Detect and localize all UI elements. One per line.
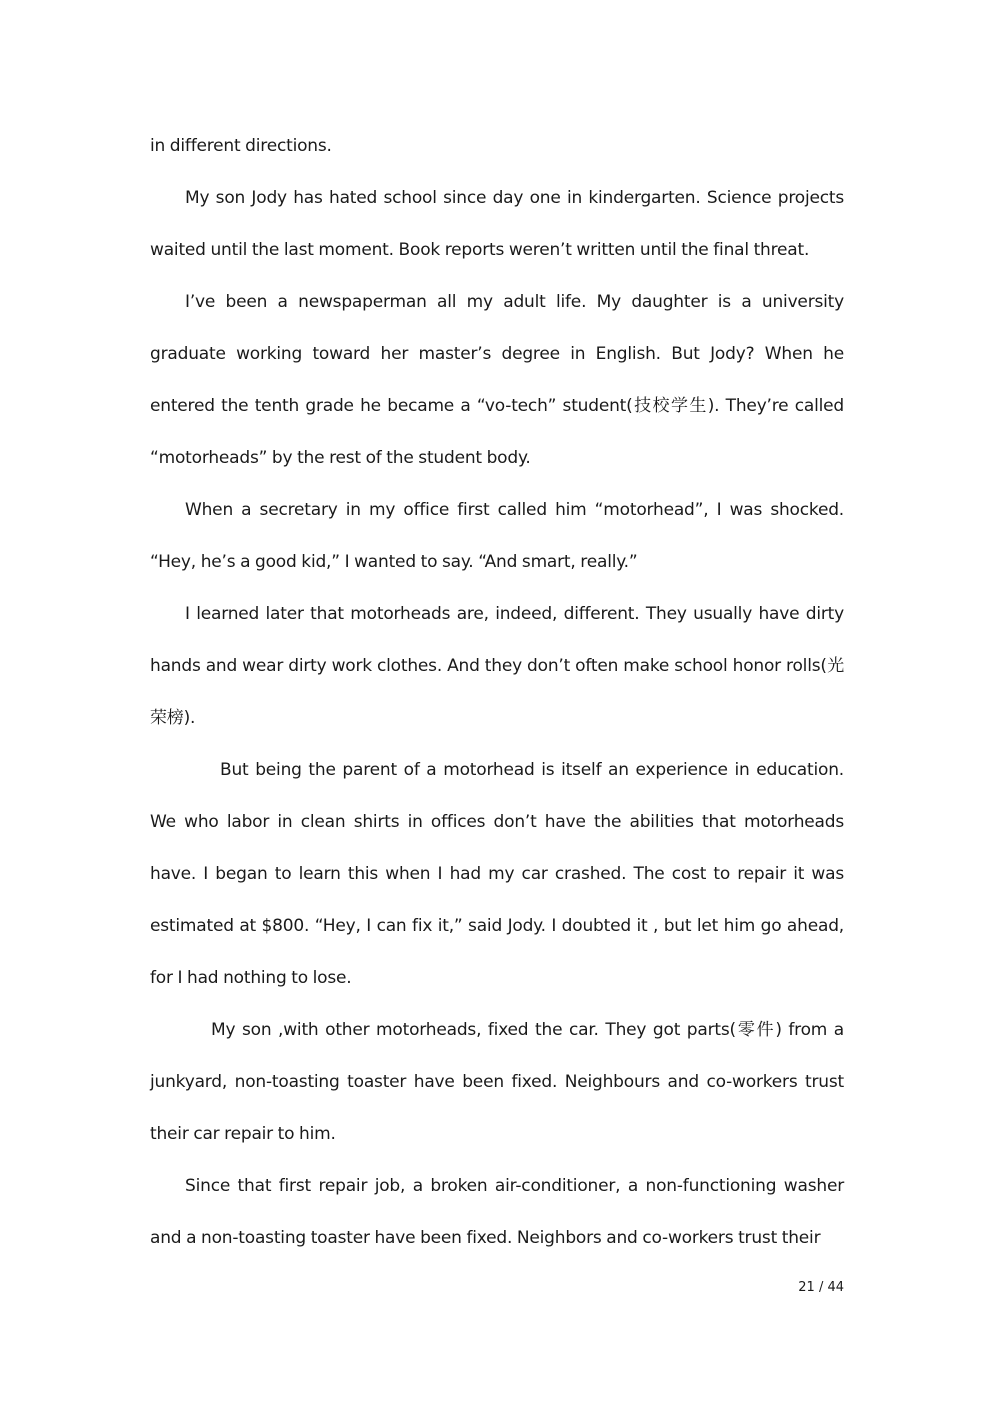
paragraph-1: in different directions. bbox=[150, 136, 332, 156]
paragraph-5: I learned later that motorheads are, indeed, different. They usually have dirty hands and wear dirty work clothes. And they don’t often make school honor rolls(光荣榜). bbox=[150, 604, 844, 728]
document-body bbox=[150, 120, 844, 1264]
paragraph-4: When a secretary in my office first called him “motorhead”, I was shocked. “Hey, he’s a good kid,” I wanted to say. “And smart, really.” bbox=[150, 500, 844, 572]
paragraph-3: I’ve been a newspaperman all my adult life. My daughter is a university graduate working toward her master’s degree in English. But Jody? When he entered the tenth grade he became a “vo-tech” student(技校学生). They’re called “motorheads” by the rest of the student body. bbox=[150, 292, 844, 468]
paragraph-2: My son Jody has hated school since day one in kindergarten. Science projects waited until the last moment. Book reports weren’t written until the final threat. bbox=[150, 188, 844, 260]
paragraph-8: Since that first repair job, a broken air-conditioner, a non-functioning washer and a non-toasting toaster have been fixed. Neighbors and co-workers trust their bbox=[150, 1176, 844, 1248]
paragraph-6: But being the parent of a motorhead is itself an experience in education. We who labor in clean shirts in offices don’t have the abilities that motorheads have. I began to learn this when I had my car crashed. The cost to repair it was estimated at $800. “Hey, I can fix it,” said Jody. I doubted it , but let him go ahead, for I had nothing to lose. bbox=[150, 760, 844, 988]
paragraph-7: My son ,with other motorheads, fixed the car. They got parts(零件) from a junkyard, non-toasting toaster have been fixed. Neighbours and co-workers trust their car repair to him. bbox=[150, 1020, 844, 1144]
page-number: 21 / 44 bbox=[798, 1280, 844, 1295]
